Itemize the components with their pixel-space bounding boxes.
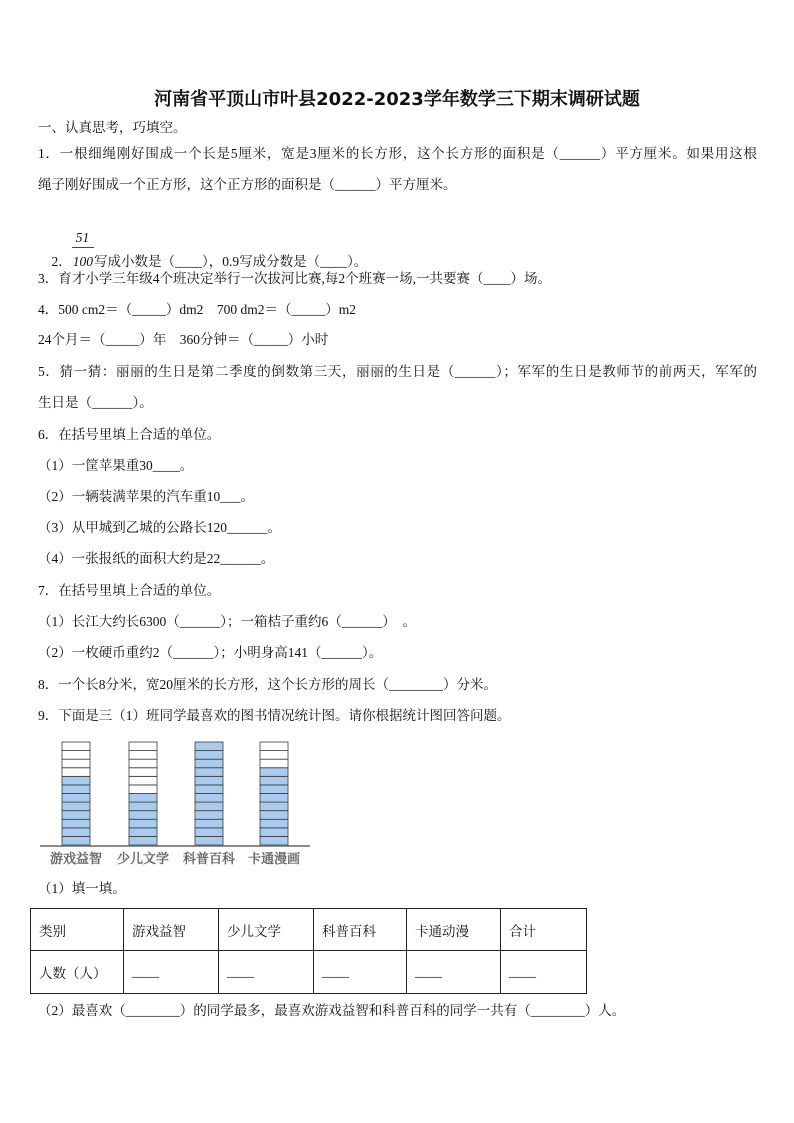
bar-cell-filled xyxy=(129,794,157,803)
question-3: 3．育才小学三年级4个班决定举行一次拔河比赛,每2个班赛一场,一共要赛（____）场。 xyxy=(38,271,551,286)
bar-cell-empty xyxy=(62,768,90,777)
bar-cell-filled xyxy=(195,794,223,803)
table-header-cell: 合计 xyxy=(501,909,587,951)
bar-cell-filled xyxy=(260,802,288,811)
bar-cell-filled xyxy=(260,819,288,828)
table-header-cell: 科普百科 xyxy=(314,909,407,951)
bar-cell-filled xyxy=(129,811,157,820)
bar-cell-filled xyxy=(62,828,90,837)
bar-cell-filled xyxy=(260,776,288,785)
bar-cell-filled xyxy=(195,759,223,768)
question-7-item: （2）一枚硬币重约2（______）；小明身高141（______）。 xyxy=(38,645,383,660)
bar-cell-filled xyxy=(62,836,90,845)
question-2-text: 写成小数是（____），0.9写成分数是（____）。 xyxy=(94,254,368,269)
table-blank-cell: ____ xyxy=(219,951,314,994)
category-label: 少儿文学 xyxy=(116,852,170,867)
bar-cell-filled xyxy=(195,742,223,751)
question-6-item: （4）一张报纸的面积大约是22______。 xyxy=(38,551,275,566)
question-2-number: 2． xyxy=(51,254,72,269)
bar-cell-empty xyxy=(129,751,157,760)
bar-cell-empty xyxy=(260,751,288,760)
fraction-bar xyxy=(72,247,94,248)
question-6-stem: 6．在括号里填上合适的单位。 xyxy=(38,427,221,442)
bar-cell-filled xyxy=(195,802,223,811)
bar-cell-empty xyxy=(129,785,157,794)
question-9-part-1: （1）填一填。 xyxy=(38,881,126,896)
bar-column xyxy=(129,742,157,845)
table-cell: 人数（人） xyxy=(31,951,124,994)
section-heading: 一、认真思考，巧填空。 xyxy=(38,120,187,135)
bar-cell-filled xyxy=(195,785,223,794)
question-1-line-1: 1．一根细绳刚好围成一个长是5厘米，宽是3厘米的长方形，这个长方形的面积是（______）平方厘米。如果用这根 xyxy=(38,146,757,161)
bar-cell-filled xyxy=(260,811,288,820)
bar-cell-filled xyxy=(195,836,223,845)
question-5-line-1: 5．猜一猜：丽丽的生日是第二季度的倒数第三天，丽丽的生日是（______）；军军的生日是教师节的前两天，军军的 xyxy=(38,364,757,379)
book-preference-chart xyxy=(30,735,320,870)
bar-cell-filled xyxy=(62,802,90,811)
table-header-row xyxy=(31,909,587,951)
bar-cell-empty xyxy=(260,742,288,751)
bar-cell-filled xyxy=(129,802,157,811)
table-header-cell: 类别 xyxy=(31,909,124,951)
table-header-cell: 卡通动漫 xyxy=(407,909,501,951)
question-8: 8．一个长8分米，宽20厘米的长方形，这个长方形的周长（________）分米。 xyxy=(38,677,497,692)
table-blank-cell: ____ xyxy=(501,951,587,994)
bar-cell-filled xyxy=(129,819,157,828)
table-blank-cell: ____ xyxy=(124,951,219,994)
question-5-line-2: 生日是（______）。 xyxy=(38,395,153,410)
bar-cell-filled xyxy=(195,828,223,837)
question-4-line-2: 24个月＝（_____）年 360分钟＝（_____）小时 xyxy=(38,332,329,347)
bar-cell-empty xyxy=(129,768,157,777)
category-label: 卡通漫画 xyxy=(247,852,301,867)
bar-cell-filled xyxy=(129,828,157,837)
bar-cell-empty xyxy=(129,776,157,785)
bar-cell-filled xyxy=(260,836,288,845)
bar-cell-empty xyxy=(260,759,288,768)
question-6-item: （3）从甲城到乙城的公路长120______。 xyxy=(38,520,281,535)
table-row xyxy=(31,951,587,994)
bar-cell-filled xyxy=(62,819,90,828)
statistics-table xyxy=(30,908,587,994)
fraction xyxy=(72,230,94,271)
bar-cell-empty xyxy=(129,742,157,751)
category-label: 游戏益智 xyxy=(49,852,103,867)
bar-cell-filled xyxy=(62,794,90,803)
table-header-cell: 游戏益智 xyxy=(124,909,219,951)
bar-cell-filled xyxy=(195,819,223,828)
question-9-part-2: （2）最喜欢（________）的同学最多，最喜欢游戏益智和科普百科的同学一共有（________）人。 xyxy=(38,1003,626,1018)
bar-column xyxy=(195,742,223,845)
fraction-denominator: 100 xyxy=(72,254,93,269)
question-9-stem: 9．下面是三（1）班同学最喜欢的图书情况统计图。请你根据统计图回答问题。 xyxy=(38,708,511,723)
bar-cell-filled xyxy=(195,776,223,785)
bar-cell-filled xyxy=(62,811,90,820)
bar-cell-filled xyxy=(195,811,223,820)
bar-cell-filled xyxy=(260,785,288,794)
question-4-line-1: 4．500 cm2＝（_____）dm2 700 dm2＝（_____）m2 xyxy=(38,302,356,317)
table-blank-cell: ____ xyxy=(407,951,501,994)
bar-cell-filled xyxy=(260,828,288,837)
question-2 xyxy=(38,230,368,269)
bar-cell-filled xyxy=(195,751,223,760)
question-7-item: （1）长江大约长6300（______）；一箱桔子重约6（______） 。 xyxy=(38,614,416,629)
question-6-item: （2）一辆装满苹果的汽车重10___。 xyxy=(38,489,254,504)
bar-cell-empty xyxy=(129,759,157,768)
bar-cell-filled xyxy=(195,768,223,777)
question-6-item: （1）一筐苹果重30____。 xyxy=(38,458,194,473)
category-label: 科普百科 xyxy=(182,852,236,867)
bar-cell-empty xyxy=(62,751,90,760)
bar-column xyxy=(62,742,90,845)
bar-cell-filled xyxy=(260,794,288,803)
table-blank-cell: ____ xyxy=(314,951,407,994)
bar-cell-filled xyxy=(62,785,90,794)
question-7-stem: 7．在括号里填上合适的单位。 xyxy=(38,583,221,598)
bar-cell-empty xyxy=(62,759,90,768)
bar-cell-empty xyxy=(62,742,90,751)
fraction-numerator: 51 xyxy=(75,230,90,245)
question-1-line-2: 绳子刚好围成一个正方形，这个正方形的面积是（______）平方厘米。 xyxy=(38,177,457,192)
page-title: 河南省平顶山市叶县2022-2023学年数学三下期末调研试题 xyxy=(154,89,640,110)
bar-cell-filled xyxy=(260,768,288,777)
table-header-cell: 少儿文学 xyxy=(219,909,314,951)
bar-column xyxy=(260,742,288,845)
bar-cell-filled xyxy=(129,836,157,845)
bar-cell-filled xyxy=(62,776,90,785)
